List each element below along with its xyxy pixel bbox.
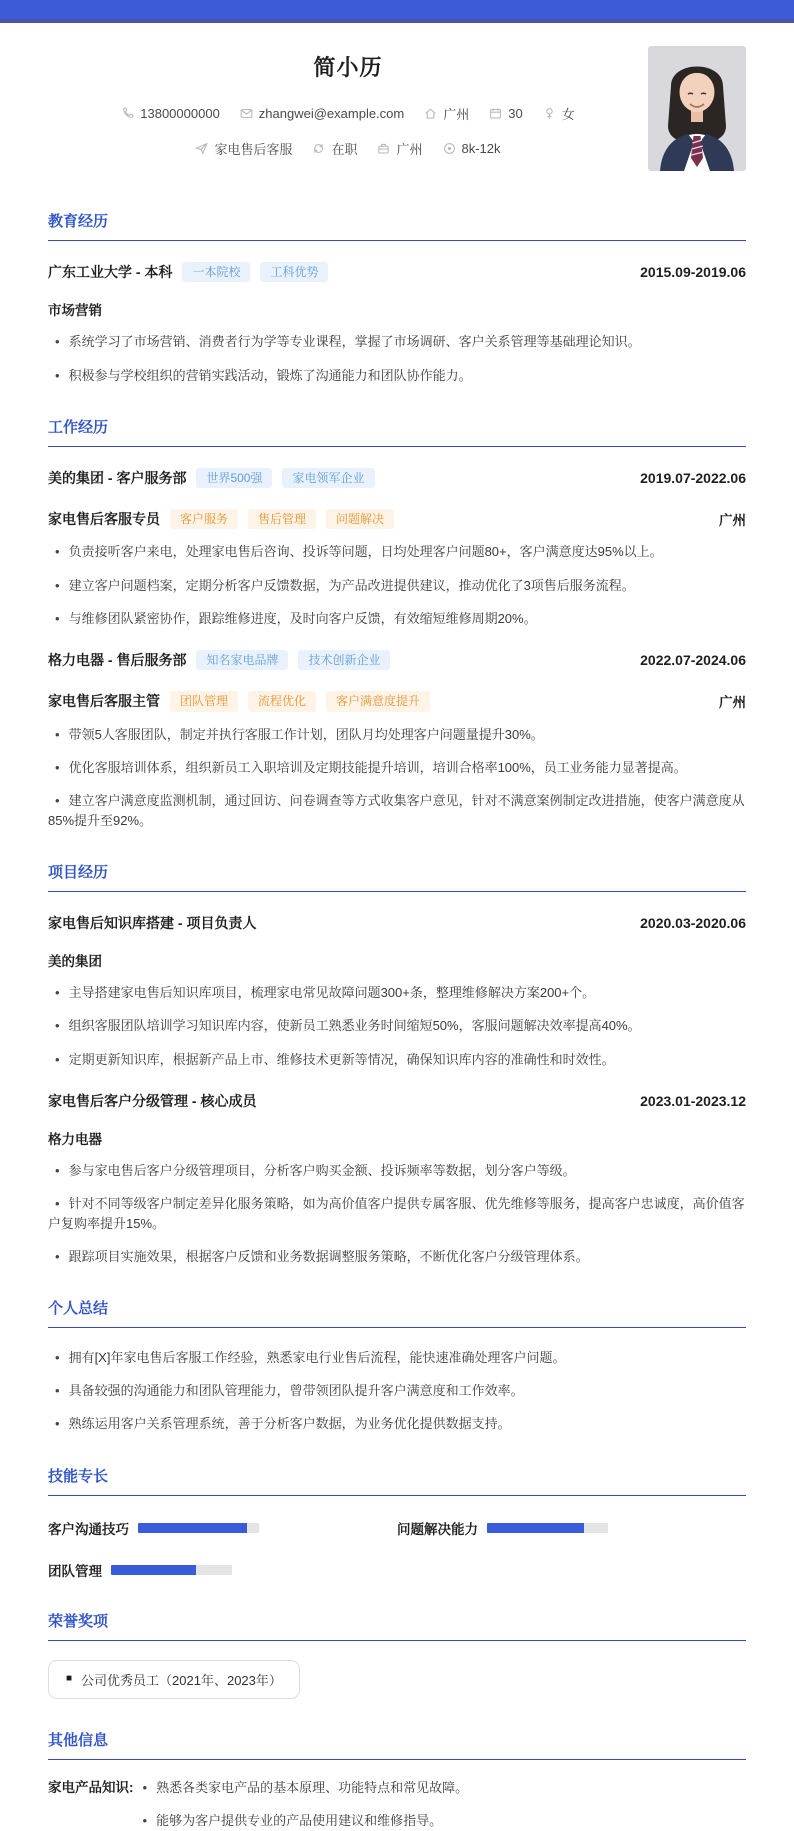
work-date: 2022.07-2024.06	[640, 652, 746, 669]
portrait-illustration	[648, 46, 746, 171]
top-accent-bar	[0, 0, 794, 23]
bullet-text: 建立客户满意度监测机制，通过回访、问卷调查等方式收集客户意见，针对不满意案例制定改进措施，使客户满意度从85%提升至92%。	[48, 792, 745, 829]
role-name: 家电售后客服主管	[48, 693, 160, 710]
work-role-row	[48, 691, 746, 711]
section-summary	[48, 1297, 746, 1434]
bullet-dot-icon: •	[55, 792, 60, 808]
contact-target-position-value: 家电售后客服	[214, 142, 293, 157]
company-name: 美的集团 - 客户服务部	[48, 469, 187, 486]
phone-icon	[121, 107, 134, 120]
role-tag: 团队管理	[170, 691, 238, 711]
bullet-dot-icon: •	[55, 759, 60, 775]
bullet-dot-icon: •	[55, 1249, 60, 1265]
skill-bar-fill	[111, 1565, 196, 1575]
project-date: 2023.01-2023.12	[640, 1092, 746, 1109]
honor-text: 公司优秀员工（2021年、2023年）	[81, 1672, 282, 1688]
school-name: 广东工业大学 - 本科	[48, 264, 173, 281]
contact-row-2	[48, 139, 648, 158]
contact-email-value: zhangwei@example.com	[258, 106, 405, 121]
work-role-row	[48, 509, 746, 529]
skills-grid	[48, 1518, 746, 1580]
contact-salary	[443, 141, 501, 156]
company-tag: 世界500强	[196, 468, 272, 488]
contact-phone-value: 13800000000	[140, 106, 220, 121]
skill-name: 问题解决能力	[397, 1521, 478, 1537]
bullet-text: 建立客户问题档案，定期分析客户反馈数据，为产品改进提供建议，推动优化了3项售后服务流程。	[68, 577, 635, 593]
bullet-text: 能够为客户提供专业的产品使用建议和维修指导。	[156, 1812, 443, 1828]
contact-gender	[543, 104, 575, 123]
project-entry	[48, 913, 746, 1069]
bullet-item	[48, 1050, 746, 1070]
contact-phone	[121, 106, 220, 121]
skill-bar-fill	[138, 1523, 247, 1533]
work-location: 广州	[719, 513, 746, 529]
section-honors	[48, 1610, 746, 1699]
skill-bar-track	[111, 1565, 232, 1575]
bullet-text: 定期更新知识库，根据新产品上市、维修技术更新等情况，确保知识库内容的准确性和时效性。	[68, 1051, 615, 1067]
bullet-dot-icon: •	[55, 1350, 60, 1366]
bullet-item	[48, 576, 746, 596]
bullet-dot-icon: •	[55, 1195, 60, 1211]
bullet-item	[48, 332, 746, 352]
role-name: 家电售后客服专员	[48, 511, 160, 528]
section-title-summary: 个人总结	[48, 1297, 746, 1328]
bullet-dot-icon: •	[55, 544, 60, 560]
bullet-item	[136, 1811, 747, 1831]
major-name: 市场营销	[48, 303, 102, 319]
contact-gender-value: 女	[561, 107, 575, 122]
skill-bar-fill	[487, 1523, 584, 1533]
role-tag: 客户服务	[170, 509, 238, 529]
bullet-item	[48, 725, 746, 745]
project-date: 2020.03-2020.06	[640, 915, 746, 932]
role-tag: 问题解决	[326, 509, 394, 529]
bullet-item	[48, 1247, 746, 1267]
bullet-text: 优化客服培训体系，组织新员工入职培训及定期技能提升培训，培训合格率100%，员工业务能力显著提高。	[68, 759, 687, 775]
project-org: 美的集团	[48, 954, 102, 970]
bullet-item	[136, 1778, 747, 1798]
bullet-text: 负责接听客户来电，处理家电售后咨询、投诉等问题，日均处理客户问题80+，客户满意度达95%以上。	[68, 544, 663, 560]
bullet-dot-icon: •	[55, 1416, 60, 1432]
position-icon	[195, 142, 208, 155]
bullet-text: 组织客服团队培训学习知识库内容，使新员工熟悉业务时间缩短50%，客服问题解决效率提高40%。	[68, 1018, 641, 1034]
bullet-item	[48, 1161, 746, 1181]
contact-age-value: 30	[508, 106, 523, 121]
bullet-dot-icon: •	[55, 1018, 60, 1034]
bullet-text: 熟练运用客户关系管理系统，善于分析客户数据，为业务优化提供数据支持。	[68, 1416, 511, 1432]
skill-name: 客户沟通技巧	[48, 1521, 129, 1537]
bullet-dot-icon: •	[55, 1051, 60, 1067]
city-icon	[377, 142, 390, 155]
education-date: 2015.09-2019.06	[640, 264, 746, 281]
bullet-dot-icon: •	[142, 1812, 148, 1828]
bullet-text: 系统学习了市场营销、消费者行为学等专业课程，掌握了市场调研、客户关系管理等基础理论知识。	[68, 334, 641, 350]
project-org: 格力电器	[48, 1131, 102, 1147]
bullet-dot-icon: •	[55, 367, 60, 383]
education-tag: 一本院校	[182, 262, 250, 282]
bullet-dot-icon: •	[55, 577, 60, 593]
contact-home-city-value: 广州	[443, 107, 470, 122]
section-title-work: 工作经历	[48, 416, 746, 447]
section-title-projects: 项目经历	[48, 861, 746, 892]
status-icon	[312, 142, 325, 155]
bullet-dot-icon: •	[55, 610, 60, 626]
bullet-dot-icon: •	[55, 334, 60, 350]
bullet-text: 熟悉各类家电产品的基本原理、功能特点和常见故障。	[156, 1779, 469, 1795]
bullet-text: 带领5人客服团队，制定并执行客服工作计划，团队月均处理客户问题量提升30%。	[68, 726, 544, 742]
bullet-item	[48, 1194, 746, 1234]
contact-target-position	[195, 139, 292, 158]
bullet-item	[48, 542, 746, 562]
email-icon	[240, 107, 253, 120]
skill-bar-track	[138, 1523, 259, 1533]
section-projects	[48, 861, 746, 1267]
contact-age	[489, 106, 522, 121]
bullet-item	[48, 1016, 746, 1036]
resume-body	[0, 210, 794, 1831]
bullet-item	[48, 366, 746, 386]
bullet-item	[48, 1381, 746, 1401]
project-entry-header	[48, 913, 746, 933]
bullet-dot-icon: •	[55, 1383, 60, 1399]
contact-email	[240, 106, 404, 121]
skill-item	[397, 1518, 746, 1538]
skill-name: 团队管理	[48, 1563, 102, 1579]
project-name: 家电售后客户分级管理 - 核心成员	[48, 1092, 257, 1109]
age-icon	[489, 107, 502, 120]
bullet-text: 主导搭建家电售后知识库项目，梳理家电常见故障问题300+条，整理维修解决方案200+个。	[68, 985, 596, 1001]
company-tag: 家电领军企业	[282, 468, 374, 488]
bullet-item	[48, 609, 746, 629]
project-entry	[48, 1091, 746, 1268]
company-name: 格力电器 - 售后服务部	[48, 652, 187, 669]
contact-home-city	[424, 104, 469, 123]
candidate-name: 简小历	[313, 55, 383, 80]
section-other	[48, 1729, 746, 1831]
bullet-dot-icon: •	[55, 1162, 60, 1178]
contact-row-1	[48, 104, 648, 123]
bullet-dot-icon: •	[142, 1779, 148, 1795]
honor-badge	[48, 1660, 300, 1699]
salary-icon	[443, 142, 456, 155]
bullet-dot-icon: •	[55, 985, 60, 1001]
work-entry	[48, 468, 746, 629]
square-bullet-icon: ■	[66, 1673, 73, 1685]
education-entry-header	[48, 262, 746, 282]
contact-salary-value: 8k-12k	[461, 141, 501, 156]
bullet-item	[48, 1414, 746, 1434]
work-entry	[48, 650, 746, 831]
home-icon	[424, 107, 437, 120]
skill-item	[48, 1560, 397, 1580]
section-skills	[48, 1465, 746, 1580]
bullet-text: 拥有[X]年家电售后客服工作经验，熟悉家电行业售后流程，能快速准确处理客户问题。	[68, 1350, 566, 1366]
bullet-item	[48, 791, 746, 831]
gender-icon	[543, 107, 556, 120]
bullet-text: 具备较强的沟通能力和团队管理能力，曾带领团队提升客户满意度和工作效率。	[68, 1383, 524, 1399]
other-info-label: 家电产品知识:	[48, 1779, 134, 1795]
work-date: 2019.07-2022.06	[640, 469, 746, 486]
work-entry-header	[48, 468, 746, 488]
bullet-text: 参与家电售后客户分级管理项目，分析客户购买金额、投诉频率等数据，划分客户等级。	[68, 1162, 576, 1178]
education-tag: 工科优势	[260, 262, 328, 282]
project-name: 家电售后知识库搭建 - 项目负责人	[48, 915, 257, 932]
role-tag: 客户满意度提升	[326, 691, 430, 711]
id-photo	[648, 46, 746, 171]
role-tag: 流程优化	[248, 691, 316, 711]
bullet-text: 跟踪项目实施效果，根据客户反馈和业务数据调整服务策略，不断优化客户分级管理体系。	[68, 1249, 589, 1265]
section-title-skills: 技能专长	[48, 1465, 746, 1496]
skill-item	[48, 1518, 397, 1538]
other-info-row	[48, 1778, 746, 1831]
bullet-item	[48, 1348, 746, 1368]
contact-work-city	[377, 139, 422, 158]
bullet-dot-icon: •	[55, 726, 60, 742]
contact-job-status	[312, 139, 357, 158]
skill-bar-track	[487, 1523, 608, 1533]
section-education	[48, 210, 746, 386]
work-location: 广州	[719, 695, 746, 711]
section-title-education: 教育经历	[48, 210, 746, 241]
section-title-honors: 荣誉奖项	[48, 1610, 746, 1641]
project-entry-header	[48, 1091, 746, 1111]
company-tag: 知名家电品牌	[196, 650, 288, 670]
section-title-other: 其他信息	[48, 1729, 746, 1760]
company-tag: 技术创新企业	[298, 650, 390, 670]
bullet-item	[48, 983, 746, 1003]
role-tag: 售后管理	[248, 509, 316, 529]
resume-header	[0, 23, 794, 180]
contact-work-city-value: 广州	[396, 142, 423, 157]
work-entry-header	[48, 650, 746, 670]
bullet-text: 积极参与学校组织的营销实践活动，锻炼了沟通能力和团队协作能力。	[68, 367, 472, 383]
contact-job-status-value: 在职	[331, 142, 358, 157]
section-work	[48, 416, 746, 832]
bullet-text: 针对不同等级客户制定差异化服务策略，如为高价值客户提供专属客服、优先维修等服务，提高客户忠诚度，高价值客户复购率提升15%。	[48, 1195, 745, 1231]
bullet-item	[48, 758, 746, 778]
bullet-text: 与维修团队紧密协作，跟踪维修进度，及时向客户反馈，有效缩短维修周期20%。	[68, 610, 537, 626]
